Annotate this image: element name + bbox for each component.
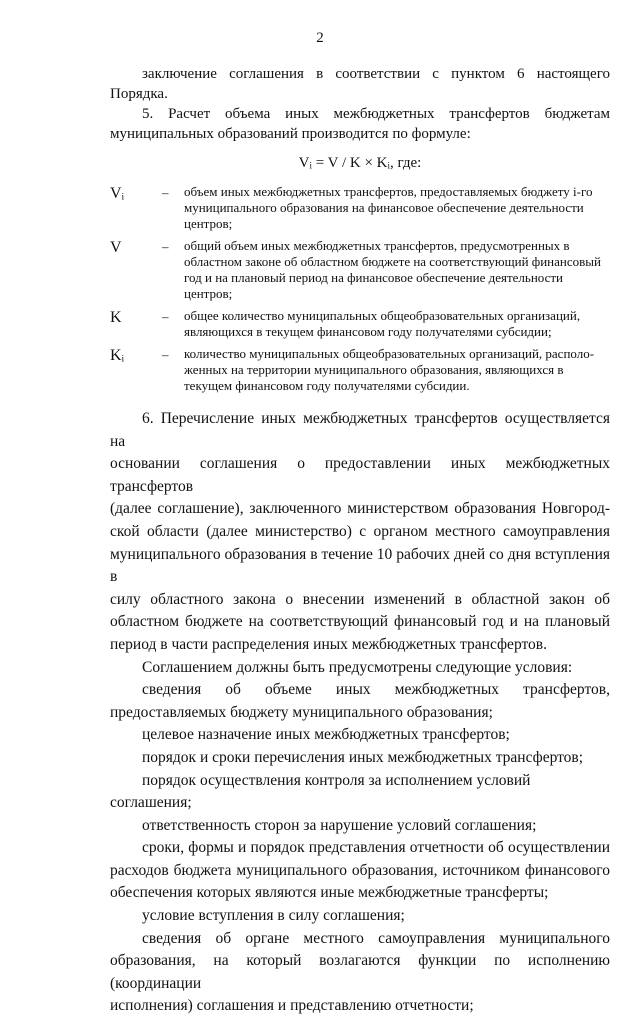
document-body — [110, 64, 610, 1018]
definition-dash: – — [162, 347, 169, 362]
condition-line: сроки, формы и порядок представления отчетности об осуществлении — [142, 839, 610, 857]
definition-symbol: K — [110, 309, 122, 326]
condition-line: ответственность сторон за нарушение условий соглашения; — [142, 816, 537, 834]
definition-item — [110, 346, 610, 394]
section-6-line: период в части распределения иных межбюджетных трансфертов. — [110, 635, 547, 653]
definition-text: общее количество муниципальных общеобразовательных организаций, являющихся в текущем финансовом году получателями субсидии; — [184, 308, 581, 339]
section-6-line: ской области (далее министерство) с органом местного самоуправления — [110, 522, 610, 540]
definition-dash: – — [162, 185, 169, 200]
condition-line: исполнения) соглашения и представлению отчетности; — [110, 997, 474, 1015]
definition-item — [110, 308, 610, 340]
section-6 — [110, 408, 610, 657]
condition-line: обеспечения которых являются иные межбюджетные трансферты; — [110, 884, 549, 902]
definition-text: количество муниципальных общеобразовательных организаций, располо-женных на территории муниципального образования, являющихся в текущем финансовом году получателями субсидии. — [184, 346, 595, 393]
definitions-list — [110, 184, 610, 394]
definition-symbol: Kᵢ — [110, 347, 125, 364]
condition-line: порядок осуществления контроля за исполнением условий соглашения; — [110, 771, 531, 812]
condition-line: сведения об органе местного самоуправления муниципального — [142, 929, 610, 947]
definition-symbol: V — [110, 239, 122, 256]
conditions-list — [110, 657, 610, 1018]
condition-line: Соглашением должны быть предусмотрены следующие условия: — [142, 658, 573, 676]
definition-dash: – — [162, 309, 169, 324]
section-6-line: силу областного закона о внесении изменений в областной закон об — [110, 590, 610, 608]
intro-line-1: заключение соглашения в соответствии с пунктом 6 настоящего — [142, 66, 610, 82]
formula: Vᵢ = V / K × Kᵢ, где: — [298, 155, 422, 171]
condition-line: сведения об объеме иных межбюджетных трансфертов, — [142, 681, 610, 699]
section-6-line: основании соглашения о предоставлении иных межбюджетных трансфертов — [110, 455, 610, 495]
condition-line: целевое назначение иных межбюджетных трансфертов; — [142, 726, 510, 744]
condition-line: порядок и сроки перечисления иных межбюджетных трансфертов; — [142, 748, 584, 766]
paragraph-5-line-2: муниципальных образований производится по формуле: — [110, 126, 471, 142]
intro-line-2: Порядка. — [110, 86, 168, 102]
section-6-line: 6. Перечисление иных межбюджетных трансфертов осуществляется на — [110, 410, 610, 450]
condition-line: образования, на который возлагаются функции по исполнению (координации — [110, 952, 610, 992]
definition-text: общий объем иных межбюджетных трансфертов, предусмотренных в областном законе об областном бюджете на соответствующий финансовый год и на плановый период на финансовое обеспечение деятельности центров; — [184, 238, 601, 301]
condition-line: условие вступления в силу соглашения; — [142, 907, 405, 925]
definition-symbol: Vᵢ — [110, 185, 125, 202]
condition-line: расходов бюджета муниципального образования, источником финансового — [110, 861, 610, 879]
definition-item — [110, 184, 610, 232]
section-6-line: областном бюджете на соответствующий финансовый год и на плановый — [110, 613, 610, 631]
paragraph-5-line-1: 5. Расчет объема иных межбюджетных трансфертов бюджетам — [142, 106, 610, 122]
definition-text: объем иных межбюджетных трансфертов, предоставляемых бюджету i-го муниципального образования на финансовое обеспечение деятельности центров; — [184, 184, 593, 231]
section-6-line: (далее соглашение), заключенного министерством образования Новгород- — [110, 500, 610, 518]
section-6-line: муниципального образования в течение 10 рабочих дней со дня вступления в — [110, 545, 610, 586]
condition-line: предоставляемых бюджету муниципального образования; — [110, 703, 493, 721]
page-number: 2 — [316, 30, 324, 46]
definition-item — [110, 238, 610, 302]
definition-dash: – — [162, 239, 169, 254]
